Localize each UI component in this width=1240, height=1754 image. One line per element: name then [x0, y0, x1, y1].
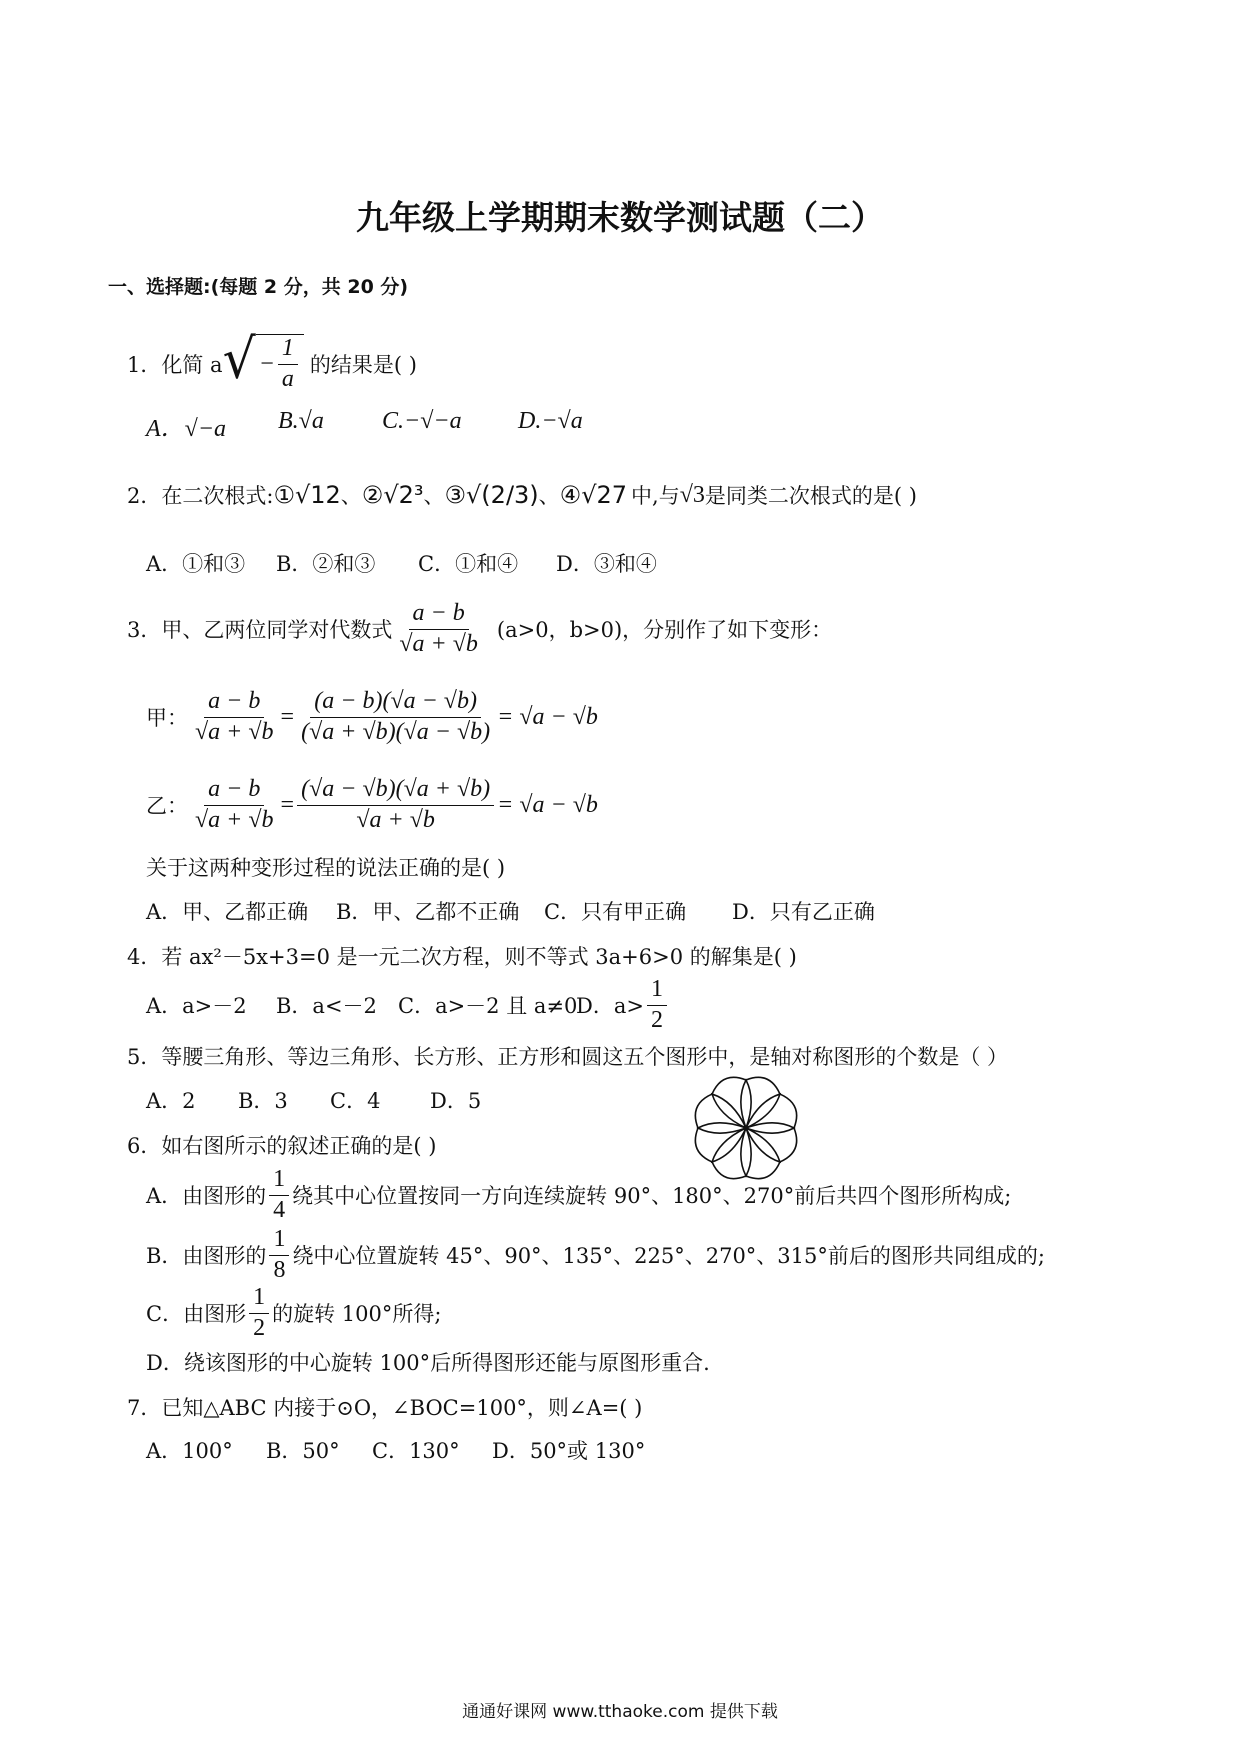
- footer-source: 通通好课网 www.tthaoke.com 提供下载: [462, 1702, 778, 1722]
- q5-option-d: D．5: [430, 1089, 482, 1113]
- q4-option-a: A．a>－2: [146, 994, 247, 1018]
- q3-jia-derivation: 甲： $\frac{a - b}{√a + √b}$ = $\frac{(a - b)(√a - √b)}{(√a + √b)(√a - √b)}$ = √a − √b: [146, 688, 598, 745]
- q6-option-d: D．绕该图形的中心旋转 100°后所得图形还能与原图形重合.: [146, 1351, 710, 1375]
- section-heading: 一、选择题:(每题 2 分，共 20 分): [108, 276, 409, 298]
- question-3: [127, 600, 832, 658]
- q1-option-a: A．√−a: [146, 416, 227, 442]
- q3-yi-step-denominator: √a + √b: [356, 806, 435, 833]
- q3-suffix: (a>0，b>0)，分别作了如下变形：: [496, 618, 833, 643]
- question-2: 2．在二次根式: ①√12 、 ②√2³ 、 ③√(2/3) 、 ④√27 中,与 √3 是同类二次根式的是( ): [127, 481, 917, 509]
- q3-frac-numerator: a − b: [409, 600, 469, 630]
- q2-item-1: ①√12: [273, 481, 341, 509]
- q7-option-a: A．100°: [146, 1439, 233, 1463]
- q2-option-c: C．①和④: [418, 552, 519, 576]
- q3-option-a: A．甲、乙都正确: [146, 900, 309, 924]
- q4-option-c: C．a>－2 且 a≠0: [398, 994, 578, 1018]
- question-1: [127, 328, 417, 393]
- question-7: 7．已知△ABC 内接于⊙O，∠BOC=100°，则∠A=( ): [127, 1396, 643, 1420]
- q2-option-b: B．②和③: [276, 552, 376, 576]
- q2-mid: 中,与: [631, 484, 680, 508]
- q2-item-4: ④√27: [559, 481, 628, 509]
- question-4: 4．若 ax²－5x+3=0 是一元二次方程，则不等式 3a+6>0 的解集是( ): [127, 945, 797, 969]
- q3-jia-label: 甲：: [146, 706, 188, 731]
- question-5: 5．等腰三角形、等边三角形、长方形、正方形和圆这五个图形中，是轴对称图形的个数是（ ）: [127, 1045, 1009, 1069]
- q2-suffix: 是同类二次根式的是( ): [704, 484, 917, 508]
- q4-option-b: B．a<－2: [276, 994, 377, 1018]
- q1-option-c: C.−√−a: [382, 408, 462, 434]
- q7-option-b: B．50°: [266, 1439, 340, 1463]
- q1-option-d: D.−√a: [518, 408, 583, 434]
- q1-denominator: a: [281, 365, 294, 392]
- q3-option-b: B．甲、乙都不正确: [336, 900, 520, 924]
- q1-numerator: 1: [278, 335, 298, 365]
- q3-jia-result: = √a − √b: [497, 703, 598, 730]
- q3-jia-step-denominator: (√a + √b)(√a − √b): [301, 718, 491, 745]
- q5-option-b: B．3: [238, 1089, 288, 1113]
- q7-option-d: D．50°或 130°: [492, 1439, 646, 1463]
- q4-option-d: D．a> $\frac{1}{2}$: [576, 976, 670, 1034]
- q1-radical: √ − $\frac{1}{a}$: [223, 334, 304, 393]
- q7-option-c: C．130°: [372, 1439, 460, 1463]
- q3-frac-denominator: √a + √b: [399, 630, 478, 657]
- q4-d-denominator: 2: [650, 1006, 663, 1033]
- q3-option-d: D．只有乙正确: [732, 900, 875, 924]
- q3-option-c: C．只有甲正确: [544, 900, 687, 924]
- q2-reference-radical: √3: [679, 481, 705, 508]
- page-title: 九年级上学期期末数学测试题（二）: [356, 198, 884, 237]
- q2-option-d: D．③和④: [556, 552, 657, 576]
- q2-option-a: A．①和③: [146, 552, 246, 576]
- q3-yi-step-numerator: (√a − √b)(√a + √b): [297, 776, 494, 806]
- q6-option-b: B．由图形的 $\frac{1}{8}$ 绕中心位置旋转 45°、90°、135°、225°、270°、315°前后的图形共同组成的;: [146, 1226, 1045, 1283]
- q4-d-numerator: 1: [647, 976, 667, 1006]
- q2-item-2: ②√2³: [361, 481, 424, 509]
- q3-yi-result: = √a − √b: [497, 791, 598, 818]
- q6-option-c: C．由图形 $\frac{1}{2}$ 的旋转 100°所得;: [146, 1284, 442, 1341]
- q3-question: 关于这两种变形过程的说法正确的是( ): [146, 856, 506, 880]
- q5-option-c: C．4: [330, 1089, 381, 1113]
- q1-suffix: 的结果是( ): [309, 352, 417, 377]
- q1-option-b: B.√a: [278, 408, 324, 434]
- q3-yi-label: 乙：: [146, 794, 188, 819]
- q1-prefix: 1．化简 a: [127, 352, 223, 377]
- q6-option-a: A．由图形的 $\frac{1}{4}$ 绕其中心位置按同一方向连续旋转 90°、180°、270°前后共四个图形所构成;: [146, 1166, 1012, 1223]
- q2-prefix: 2．在二次根式:: [127, 484, 274, 508]
- q3-yi-derivation: 乙： $\frac{a - b}{√a + √b}$ = $\frac{(√a - √b)(√a + √b)}{√a + √b}$ = √a − √b: [146, 776, 598, 833]
- question-6: 6．如右图所示的叙述正确的是( ): [127, 1134, 437, 1158]
- q3-jia-step-numerator: (a − b)(√a − √b): [310, 688, 481, 718]
- q3-prefix: 3．甲、乙两位同学对代数式: [127, 618, 393, 643]
- q5-option-a: A．2: [146, 1089, 196, 1113]
- q2-item-3: ③√(2/3): [444, 481, 539, 509]
